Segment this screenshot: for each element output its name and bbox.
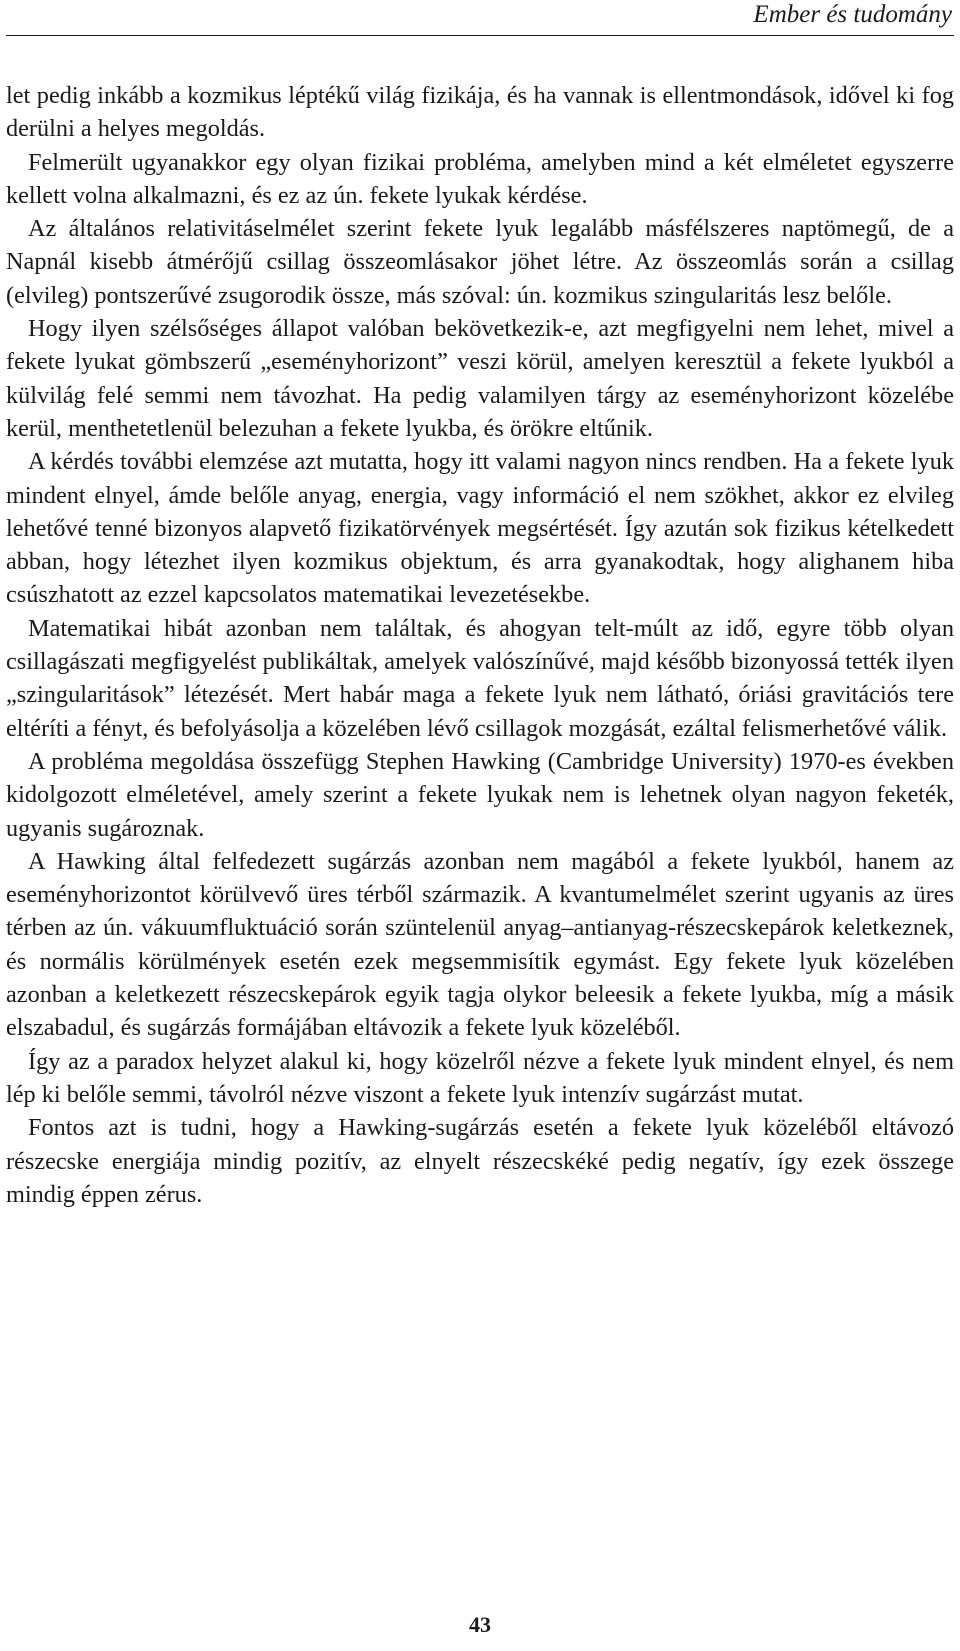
paragraph-8: A Hawking által felfedezett sugárzás azonban nem magából a fekete lyukból, hanem az eseményhorizontot körülvevő üres térből származik. A kvantumelmélet szerint ugyanis az üres térben az ún. vákuumfluktuáció során szüntelenül anyag–antianyag-részecskepárok keletkeznek, és normális körülmények esetén ezek megsemmisítik egymást. Egy fekete lyuk közelében azonban a keletkezett részecskepárok egyik tagja olykor beleesik a fekete lyukba, míg a másik elszabadul, és sugárzás formájában eltávozik a fekete lyuk közeléből. [6, 847, 954, 1042]
page-number: 43 [469, 1612, 491, 1637]
paragraph-4: Hogy ilyen szélsőséges állapot valóban bekövetkezik-e, azt megfigyelni nem lehet, mivel a fekete lyukat gömbszerű „eseményhorizont” veszi körül, amelyen keresztül a fekete lyukból a külvilág felé semmi nem távozhat. Ha pedig valamilyen tárgy az eseményhorizont közelébe kerül, menthetetlenül belezuhan a fekete lyukba, és örökre eltűnik. [6, 315, 954, 442]
paragraph-7: A probléma megoldása összefügg Stephen Hawking (Cambridge University) 1970-es években kidolgozott elméletével, amely szerint a fekete lyukak nem is lehetnek olyan nagyon feketék, ugyanis sugároznak. [6, 747, 954, 842]
paragraph-2: Felmerült ugyanakkor egy olyan fizikai probléma, amelyben mind a két elméletet egyszerre kellett volna alkalmazni, és ez az ún. fekete lyukak kérdése. [6, 148, 954, 209]
paragraph-6: Matematikai hibát azonban nem találtak, és ahogyan telt-múlt az idő, egyre több olyan csillagászati megfigyelést publikáltak, amelyek valószínűvé, majd később bizonyossá tették ilyen „szingularitások” létezését. Mert habár maga a fekete lyuk nem látható, óriási gravitációs tere eltéríti a fényt, és befolyásolja a közelében lévő csillagok mozgását, ezáltal felismerhetővé válik. [6, 614, 954, 742]
running-header: Ember és tudomány [753, 1, 952, 28]
paragraph-5: A kérdés további elemzése azt mutatta, hogy itt valami nagyon nincs rendben. Ha a fekete lyuk mindent elnyel, ámde belőle anyag, energia, vagy információ el nem szökhet, akkor ez elvileg lehetővé tenné bizonyos alapvető fizikatörvények megsértését. Így azután sok fizikus kételkedett abban, hogy létezhet ilyen kozmikus objektum, és arra gyanakodtak, hogy alighanem hiba csúszhatott az ezzel kapcsolatos matematikai levezetésekbe. [6, 448, 954, 609]
header-rule [6, 35, 954, 36]
paragraph-9: Így az a paradox helyzet alakul ki, hogy közelről nézve a fekete lyuk mindent elnyel, és nem lép ki belőle semmi, távolról nézve viszont a fekete lyuk intenzív sugárzást mutat. [6, 1047, 954, 1108]
body-text [6, 79, 954, 1211]
paragraph-3: Az általános relativitáselmélet szerint fekete lyuk legalább másfélszeres naptömegű, de a Napnál kisebb átmérőjű csillag összeomlásakor jöhet létre. Az összeomlás során a csillag (elvileg) pontszerűvé zsugorodik össze, más szóval: ún. kozmikus szingularitás lesz belőle. [6, 215, 954, 309]
paragraph-10: Fontos azt is tudni, hogy a Hawking-sugárzás esetén a fekete lyuk közeléből eltávozó részecske energiája mindig pozitív, az elnyelt részecskéké pedig negatív, így ezek összege mindig éppen zérus. [6, 1114, 954, 1208]
paragraph-1: let pedig inkább a kozmikus léptékű világ fizikája, és ha vannak is ellentmondások, idővel ki fog derülni a helyes megoldás. [6, 82, 954, 143]
